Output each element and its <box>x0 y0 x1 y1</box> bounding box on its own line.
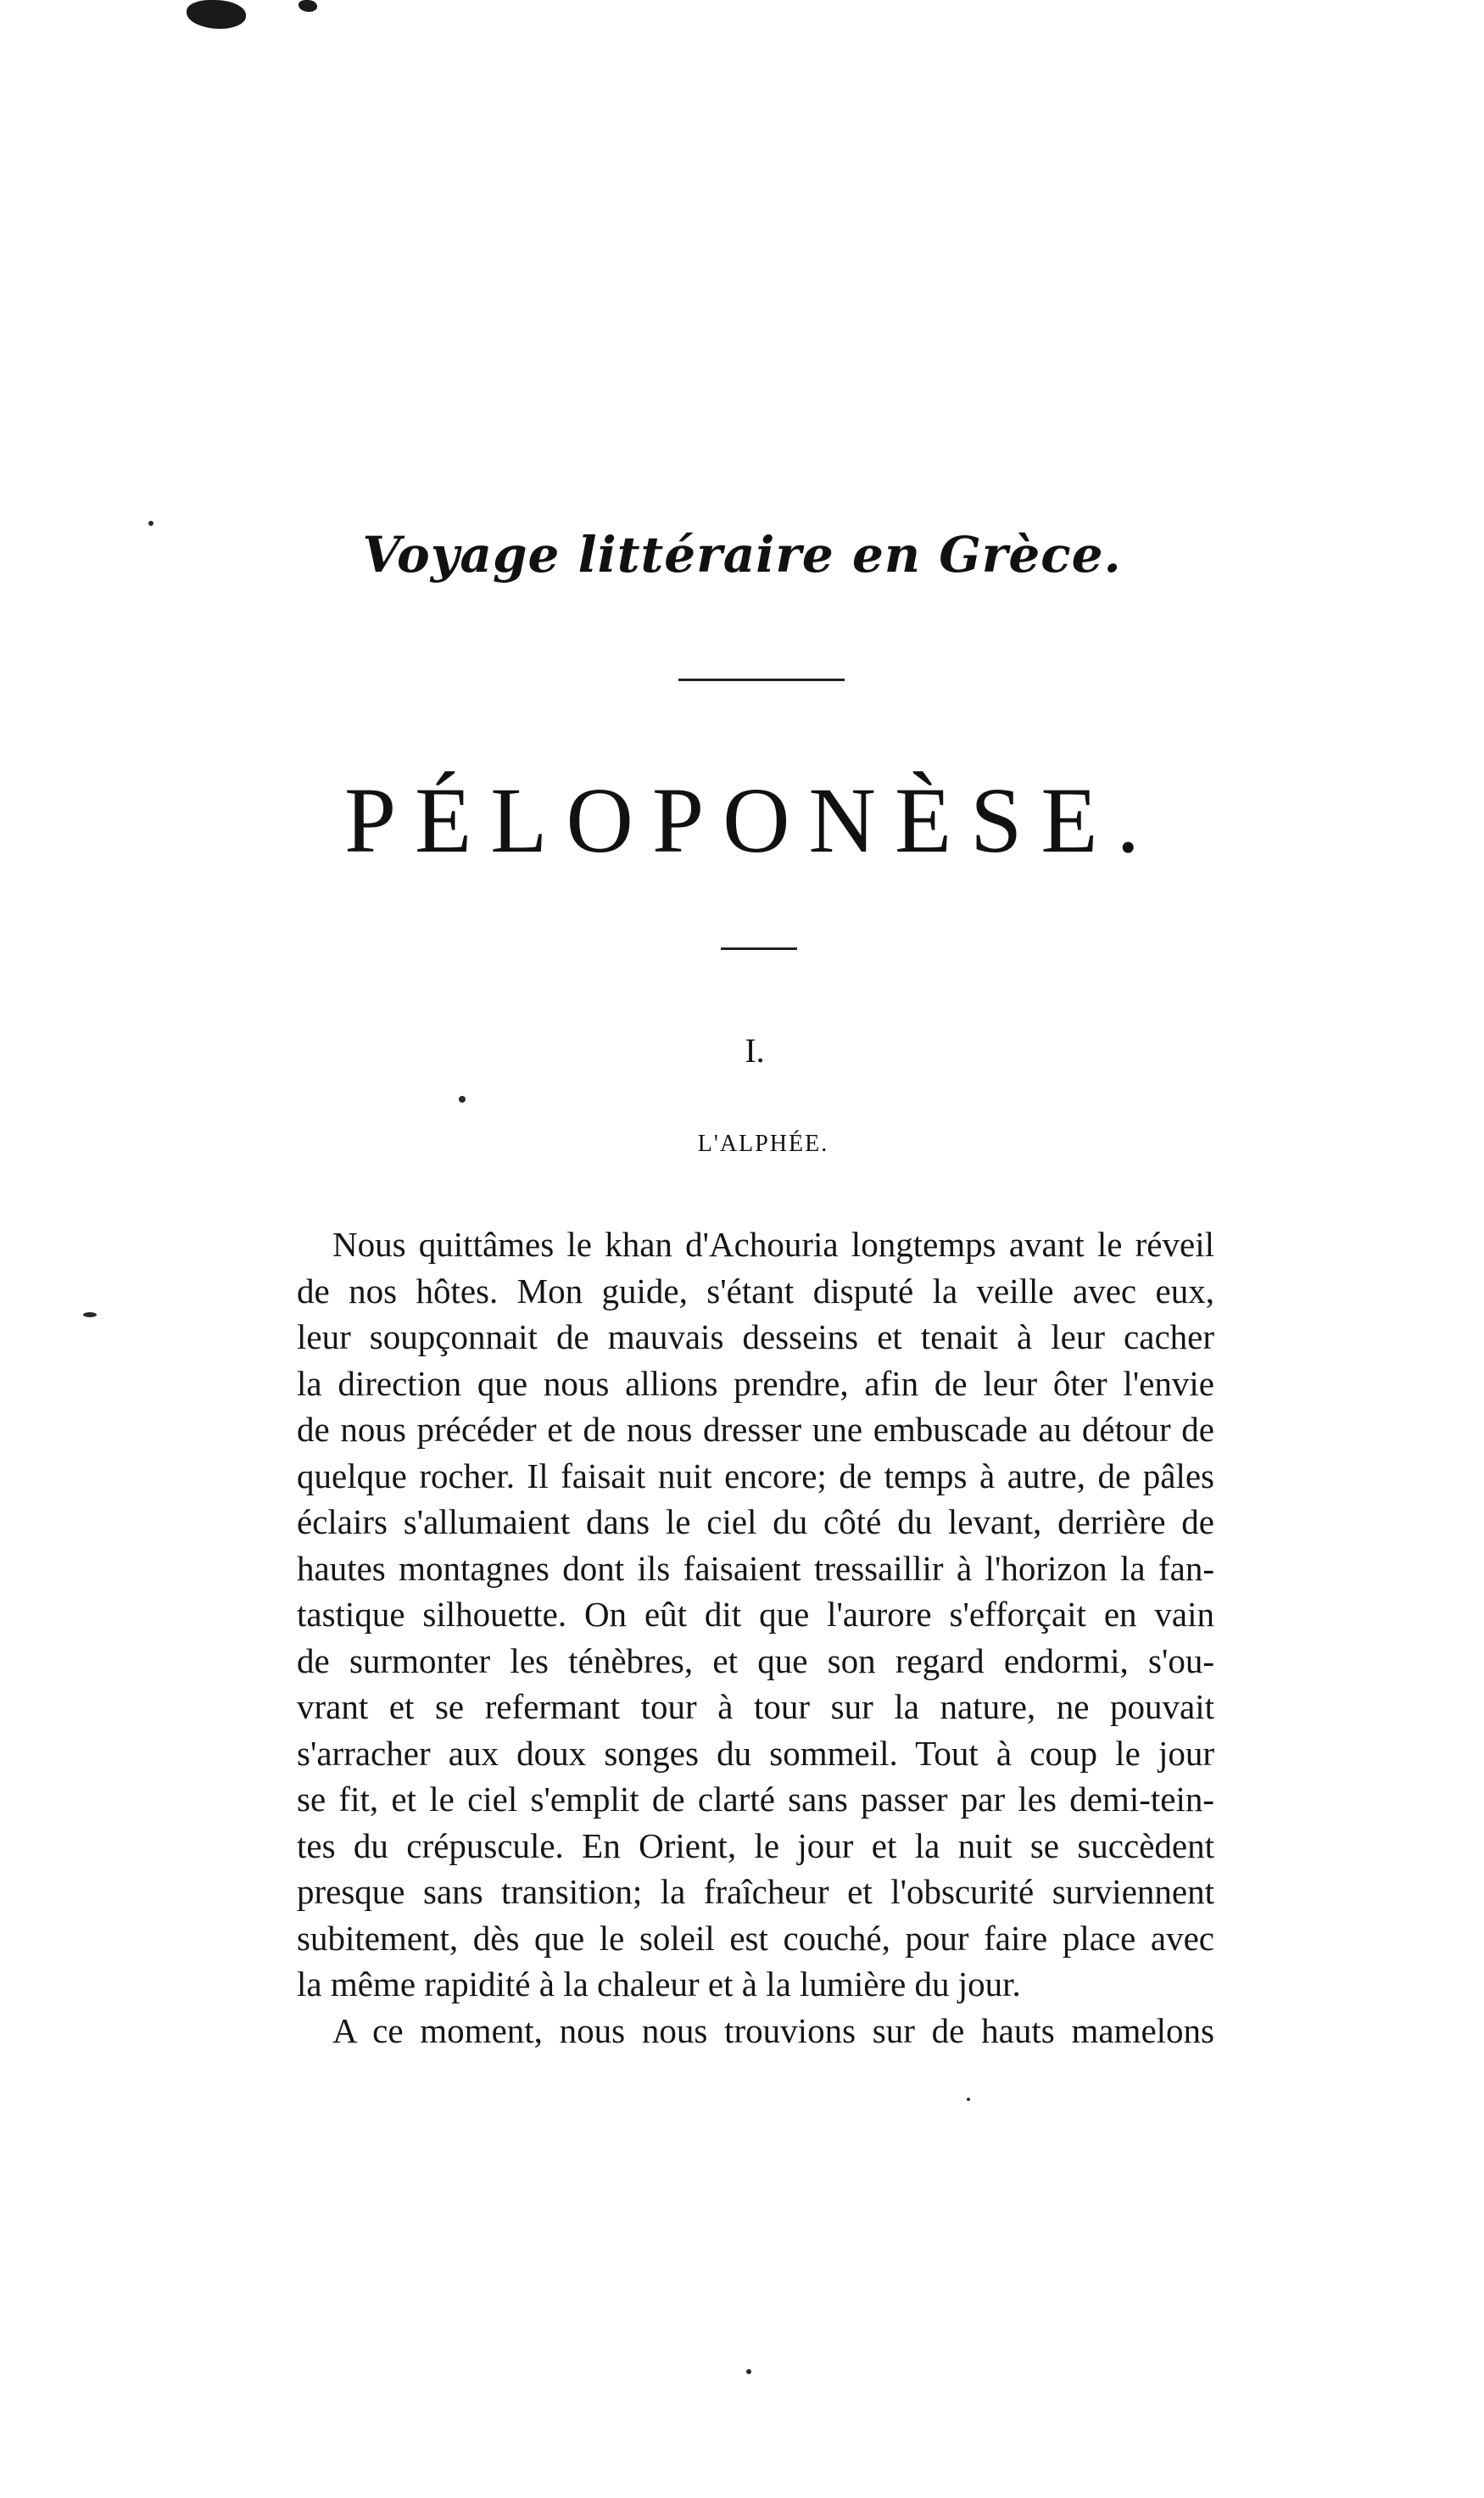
text-line: vrant et se refermant tour à tour sur la nature, ne pouvait <box>297 1687 1214 1726</box>
paragraph <box>297 1221 1214 2008</box>
scan-speck <box>967 2098 970 2101</box>
text-line: de surmonter les ténèbres, et que son regard endormi, s'ou- <box>297 1640 1214 1680</box>
scan-speck <box>746 2369 751 2374</box>
text-line: hautes montagnes dont ils faisaient tressaillir à l'horizon la fan- <box>297 1548 1214 1588</box>
text-line: Nous quittâmes le khan d'Achouria longtemps avant le réveil <box>332 1225 1214 1264</box>
text-line: subitement, dès que le soleil est couché, pour faire place avec <box>297 1918 1214 1958</box>
text-line: tastique silhouette. On eût dit que l'aurore s'efforçait en vain <box>297 1595 1214 1634</box>
text-line: s'arracher aux doux songes du sommeil. Tout à coup le jour <box>297 1733 1214 1773</box>
body-text <box>297 1221 1214 2054</box>
text-line: quelque rocher. Il faisait nuit encore; de temps à autre, de pâles <box>297 1456 1214 1495</box>
main-title: PÉLOPONÈSE. <box>343 768 1159 872</box>
ink-blot-mark <box>298 0 317 12</box>
running-title: Voyage littéraire en Grèce. <box>362 526 1122 584</box>
text-line: tes du crépuscule. En Orient, le jour et la nuit se succèdent <box>297 1825 1214 1865</box>
text-line: de nous précéder et de nous dresser une embuscade au détour de <box>297 1410 1214 1449</box>
text-line: A ce moment, nous nous trouvions sur de hauts mamelons <box>332 2010 1214 2050</box>
text-line: la direction que nous allions prendre, afin de leur ôter l'envie <box>297 1363 1214 1403</box>
text-line: de nos hôtes. Mon guide, s'étant disputé la veille avec eux, <box>297 1271 1214 1310</box>
text-line: presque sans transition; la fraîcheur et l'obscurité surviennent <box>297 1872 1214 1911</box>
text-line: la même rapidité à la chaleur et à la lumière du jour. <box>297 1964 1021 2003</box>
text-line: éclairs s'allumaient dans le ciel du côté du levant, derrière de <box>297 1502 1214 1541</box>
paragraph <box>297 2008 1214 2054</box>
scan-speck <box>459 1096 466 1103</box>
text-line: se fit, et le ciel s'emplit de clarté sans passer par les demi-tein- <box>297 1780 1214 1819</box>
scan-speck <box>83 1312 97 1317</box>
title-divider <box>678 679 845 681</box>
text-line: leur soupçonnait de mauvais desseins et tenait à leur cacher <box>297 1317 1214 1356</box>
section-divider <box>721 947 797 950</box>
chapter-number: I. <box>745 1031 765 1070</box>
chapter-title: L'ALPHÉE. <box>697 1131 829 1157</box>
ink-blot-mark <box>187 0 246 29</box>
